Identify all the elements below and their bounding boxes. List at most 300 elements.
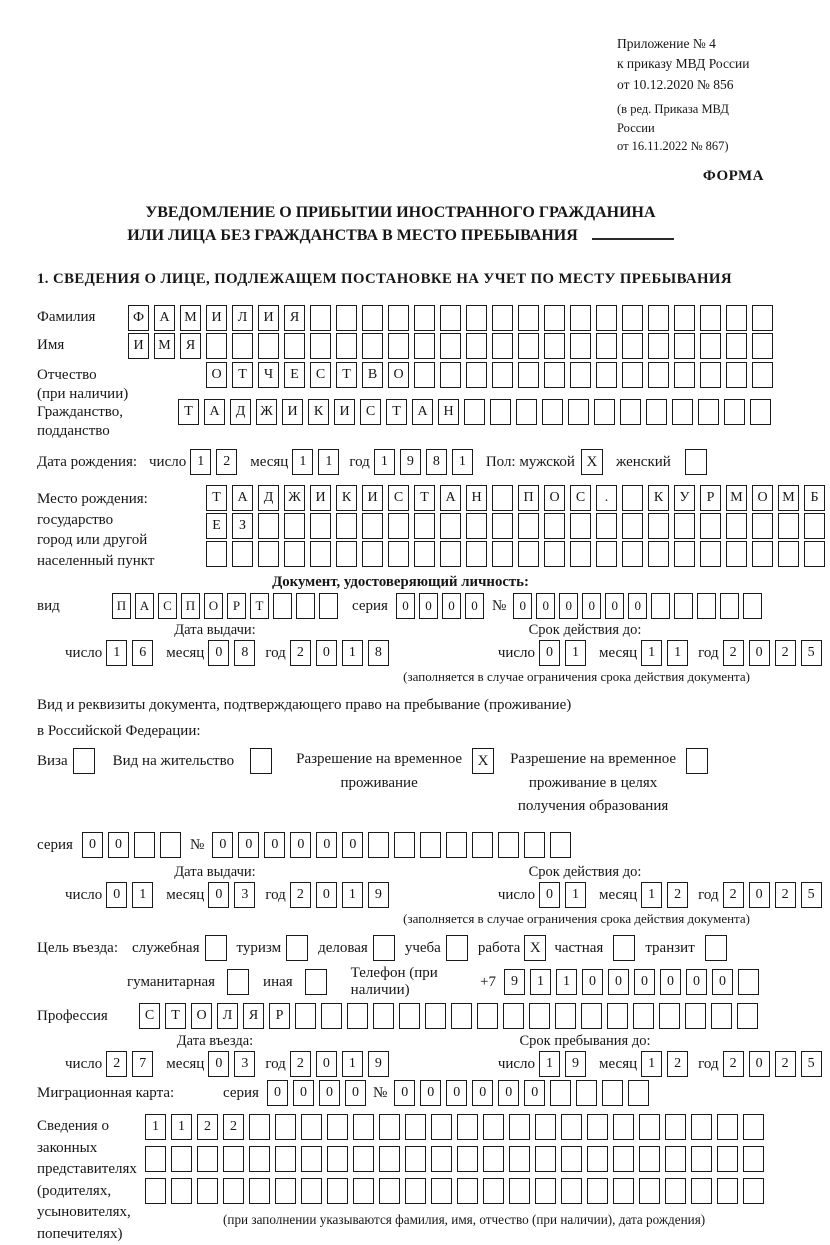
- char-cell[interactable]: [743, 1178, 764, 1204]
- char-cell[interactable]: И: [310, 485, 331, 511]
- char-cell[interactable]: 9: [400, 449, 421, 475]
- char-cell[interactable]: У: [674, 485, 695, 511]
- char-cell[interactable]: [778, 513, 799, 539]
- char-cell[interactable]: [362, 513, 383, 539]
- char-cell[interactable]: [464, 399, 485, 425]
- char-cell[interactable]: [258, 513, 279, 539]
- char-cell[interactable]: [544, 362, 565, 388]
- char-cell[interactable]: [310, 305, 331, 331]
- char-cell[interactable]: М: [180, 305, 201, 331]
- char-cell[interactable]: 2: [223, 1114, 244, 1140]
- char-cell[interactable]: [394, 832, 415, 858]
- char-cell[interactable]: И: [206, 305, 227, 331]
- char-cell[interactable]: [665, 1114, 686, 1140]
- char-cell[interactable]: [613, 1114, 634, 1140]
- char-cell[interactable]: И: [128, 333, 149, 359]
- char-cell[interactable]: [550, 1080, 571, 1106]
- purpose-tourism-checkbox[interactable]: [286, 935, 308, 961]
- char-cell[interactable]: [726, 362, 747, 388]
- char-cell[interactable]: Д: [258, 485, 279, 511]
- char-cell[interactable]: [503, 1003, 524, 1029]
- char-cell[interactable]: [223, 1146, 244, 1172]
- sex-female-checkbox[interactable]: [685, 449, 707, 475]
- char-cell[interactable]: [724, 399, 745, 425]
- char-cell[interactable]: 1: [641, 640, 662, 666]
- char-cell[interactable]: [492, 513, 513, 539]
- char-cell[interactable]: [405, 1114, 426, 1140]
- char-cell[interactable]: 3: [234, 882, 255, 908]
- char-cell[interactable]: 5: [801, 1051, 822, 1077]
- char-cell[interactable]: [425, 1003, 446, 1029]
- char-cell[interactable]: 0: [660, 969, 681, 995]
- char-cell[interactable]: [639, 1178, 660, 1204]
- char-cell[interactable]: Т: [178, 399, 199, 425]
- char-cell[interactable]: [431, 1178, 452, 1204]
- char-cell[interactable]: Д: [230, 399, 251, 425]
- char-cell[interactable]: 0: [293, 1080, 314, 1106]
- char-cell[interactable]: [726, 305, 747, 331]
- char-cell[interactable]: [778, 541, 799, 567]
- char-cell[interactable]: [492, 333, 513, 359]
- char-cell[interactable]: 1: [292, 449, 313, 475]
- char-cell[interactable]: [535, 1146, 556, 1172]
- char-cell[interactable]: 0: [539, 882, 560, 908]
- char-cell[interactable]: [518, 541, 539, 567]
- char-cell[interactable]: 7: [132, 1051, 153, 1077]
- char-cell[interactable]: 0: [290, 832, 311, 858]
- char-cell[interactable]: [145, 1178, 166, 1204]
- char-cell[interactable]: 2: [106, 1051, 127, 1077]
- char-cell[interactable]: Т: [336, 362, 357, 388]
- char-cell[interactable]: [258, 541, 279, 567]
- char-cell[interactable]: [561, 1146, 582, 1172]
- char-cell[interactable]: 2: [775, 882, 796, 908]
- char-cell[interactable]: 0: [582, 593, 601, 619]
- char-cell[interactable]: О: [191, 1003, 212, 1029]
- char-cell[interactable]: [711, 1003, 732, 1029]
- char-cell[interactable]: З: [232, 513, 253, 539]
- char-cell[interactable]: [457, 1114, 478, 1140]
- char-cell[interactable]: [232, 541, 253, 567]
- char-cell[interactable]: [232, 333, 253, 359]
- char-cell[interactable]: [544, 541, 565, 567]
- char-cell[interactable]: С: [139, 1003, 160, 1029]
- char-cell[interactable]: [752, 333, 773, 359]
- char-cell[interactable]: [284, 333, 305, 359]
- char-cell[interactable]: [206, 541, 227, 567]
- char-cell[interactable]: Р: [227, 593, 246, 619]
- char-cell[interactable]: 2: [216, 449, 237, 475]
- char-cell[interactable]: [440, 362, 461, 388]
- char-cell[interactable]: [379, 1114, 400, 1140]
- char-cell[interactable]: Т: [165, 1003, 186, 1029]
- char-cell[interactable]: [414, 333, 435, 359]
- char-cell[interactable]: [738, 969, 759, 995]
- char-cell[interactable]: 6: [132, 640, 153, 666]
- char-cell[interactable]: 8: [234, 640, 255, 666]
- char-cell[interactable]: Я: [284, 305, 305, 331]
- char-cell[interactable]: 0: [208, 1051, 229, 1077]
- char-cell[interactable]: [379, 1146, 400, 1172]
- char-cell[interactable]: [498, 832, 519, 858]
- char-cell[interactable]: [457, 1178, 478, 1204]
- char-cell[interactable]: 9: [368, 882, 389, 908]
- char-cell[interactable]: [717, 1146, 738, 1172]
- char-cell[interactable]: Б: [804, 485, 825, 511]
- char-cell[interactable]: [674, 362, 695, 388]
- char-cell[interactable]: 0: [316, 640, 337, 666]
- char-cell[interactable]: 8: [368, 640, 389, 666]
- char-cell[interactable]: [171, 1178, 192, 1204]
- char-cell[interactable]: [529, 1003, 550, 1029]
- char-cell[interactable]: 0: [316, 1051, 337, 1077]
- char-cell[interactable]: 0: [345, 1080, 366, 1106]
- char-cell[interactable]: [490, 399, 511, 425]
- char-cell[interactable]: 9: [368, 1051, 389, 1077]
- char-cell[interactable]: [544, 333, 565, 359]
- char-cell[interactable]: В: [362, 362, 383, 388]
- char-cell[interactable]: И: [362, 485, 383, 511]
- char-cell[interactable]: А: [440, 485, 461, 511]
- char-cell[interactable]: [388, 541, 409, 567]
- char-cell[interactable]: [399, 1003, 420, 1029]
- char-cell[interactable]: 8: [426, 449, 447, 475]
- char-cell[interactable]: 2: [290, 1051, 311, 1077]
- char-cell[interactable]: [414, 513, 435, 539]
- char-cell[interactable]: [596, 305, 617, 331]
- char-cell[interactable]: [674, 333, 695, 359]
- char-cell[interactable]: 0: [686, 969, 707, 995]
- char-cell[interactable]: [555, 1003, 576, 1029]
- char-cell[interactable]: [492, 485, 513, 511]
- char-cell[interactable]: 9: [504, 969, 525, 995]
- char-cell[interactable]: [466, 333, 487, 359]
- char-cell[interactable]: 0: [316, 882, 337, 908]
- purpose-private-checkbox[interactable]: [613, 935, 635, 961]
- purpose-humanitarian-checkbox[interactable]: [227, 969, 249, 995]
- char-cell[interactable]: [388, 333, 409, 359]
- char-cell[interactable]: [628, 1080, 649, 1106]
- char-cell[interactable]: [518, 333, 539, 359]
- char-cell[interactable]: 0: [212, 832, 233, 858]
- char-cell[interactable]: [509, 1178, 530, 1204]
- char-cell[interactable]: 0: [634, 969, 655, 995]
- char-cell[interactable]: 3: [234, 1051, 255, 1077]
- char-cell[interactable]: [472, 832, 493, 858]
- char-cell[interactable]: [750, 399, 771, 425]
- char-cell[interactable]: [405, 1178, 426, 1204]
- char-cell[interactable]: Ж: [284, 485, 305, 511]
- char-cell[interactable]: [752, 305, 773, 331]
- char-cell[interactable]: [327, 1178, 348, 1204]
- char-cell[interactable]: [405, 1146, 426, 1172]
- char-cell[interactable]: О: [388, 362, 409, 388]
- char-cell[interactable]: [607, 1003, 628, 1029]
- char-cell[interactable]: 1: [342, 640, 363, 666]
- char-cell[interactable]: С: [310, 362, 331, 388]
- char-cell[interactable]: [516, 399, 537, 425]
- char-cell[interactable]: [275, 1114, 296, 1140]
- char-cell[interactable]: [674, 513, 695, 539]
- purpose-business-checkbox[interactable]: [205, 935, 227, 961]
- char-cell[interactable]: Я: [180, 333, 201, 359]
- char-cell[interactable]: 0: [319, 1080, 340, 1106]
- char-cell[interactable]: [492, 362, 513, 388]
- char-cell[interactable]: [373, 1003, 394, 1029]
- char-cell[interactable]: 2: [723, 1051, 744, 1077]
- char-cell[interactable]: [446, 832, 467, 858]
- char-cell[interactable]: [249, 1114, 270, 1140]
- char-cell[interactable]: Ч: [258, 362, 279, 388]
- char-cell[interactable]: [648, 513, 669, 539]
- char-cell[interactable]: А: [412, 399, 433, 425]
- char-cell[interactable]: 0: [605, 593, 624, 619]
- char-cell[interactable]: [388, 513, 409, 539]
- char-cell[interactable]: П: [181, 593, 200, 619]
- char-cell[interactable]: [550, 832, 571, 858]
- char-cell[interactable]: [206, 333, 227, 359]
- purpose-commercial-checkbox[interactable]: [373, 935, 395, 961]
- char-cell[interactable]: [347, 1003, 368, 1029]
- char-cell[interactable]: [700, 362, 721, 388]
- char-cell[interactable]: 0: [608, 969, 629, 995]
- char-cell[interactable]: П: [112, 593, 131, 619]
- char-cell[interactable]: 1: [641, 882, 662, 908]
- edu-permit-checkbox[interactable]: [686, 748, 708, 774]
- char-cell[interactable]: К: [308, 399, 329, 425]
- char-cell[interactable]: М: [726, 485, 747, 511]
- char-cell[interactable]: Н: [438, 399, 459, 425]
- char-cell[interactable]: [674, 305, 695, 331]
- char-cell[interactable]: А: [154, 305, 175, 331]
- char-cell[interactable]: 1: [565, 882, 586, 908]
- char-cell[interactable]: [509, 1146, 530, 1172]
- char-cell[interactable]: [440, 513, 461, 539]
- purpose-study-checkbox[interactable]: [446, 935, 468, 961]
- char-cell[interactable]: [362, 333, 383, 359]
- char-cell[interactable]: [258, 333, 279, 359]
- char-cell[interactable]: Р: [269, 1003, 290, 1029]
- char-cell[interactable]: [249, 1178, 270, 1204]
- char-cell[interactable]: [561, 1114, 582, 1140]
- char-cell[interactable]: [524, 832, 545, 858]
- char-cell[interactable]: 1: [556, 969, 577, 995]
- char-cell[interactable]: 1: [190, 449, 211, 475]
- char-cell[interactable]: И: [258, 305, 279, 331]
- char-cell[interactable]: 1: [530, 969, 551, 995]
- char-cell[interactable]: [544, 513, 565, 539]
- char-cell[interactable]: [440, 305, 461, 331]
- char-cell[interactable]: 0: [442, 593, 461, 619]
- char-cell[interactable]: [483, 1114, 504, 1140]
- char-cell[interactable]: С: [570, 485, 591, 511]
- char-cell[interactable]: [483, 1178, 504, 1204]
- char-cell[interactable]: [737, 1003, 758, 1029]
- char-cell[interactable]: [518, 362, 539, 388]
- char-cell[interactable]: [362, 305, 383, 331]
- char-cell[interactable]: [596, 541, 617, 567]
- char-cell[interactable]: А: [204, 399, 225, 425]
- char-cell[interactable]: [535, 1114, 556, 1140]
- char-cell[interactable]: [743, 593, 762, 619]
- char-cell[interactable]: 2: [775, 1051, 796, 1077]
- char-cell[interactable]: [296, 593, 315, 619]
- char-cell[interactable]: П: [518, 485, 539, 511]
- char-cell[interactable]: [466, 541, 487, 567]
- char-cell[interactable]: 0: [264, 832, 285, 858]
- char-cell[interactable]: [284, 541, 305, 567]
- char-cell[interactable]: 0: [419, 593, 438, 619]
- char-cell[interactable]: Н: [466, 485, 487, 511]
- char-cell[interactable]: 0: [582, 969, 603, 995]
- char-cell[interactable]: К: [648, 485, 669, 511]
- char-cell[interactable]: Р: [700, 485, 721, 511]
- char-cell[interactable]: [672, 399, 693, 425]
- char-cell[interactable]: 0: [420, 1080, 441, 1106]
- char-cell[interactable]: 2: [667, 1051, 688, 1077]
- char-cell[interactable]: 1: [539, 1051, 560, 1077]
- char-cell[interactable]: [685, 1003, 706, 1029]
- char-cell[interactable]: [353, 1114, 374, 1140]
- char-cell[interactable]: [596, 333, 617, 359]
- char-cell[interactable]: 0: [208, 640, 229, 666]
- char-cell[interactable]: [648, 541, 669, 567]
- char-cell[interactable]: Ф: [128, 305, 149, 331]
- char-cell[interactable]: 0: [539, 640, 560, 666]
- char-cell[interactable]: [596, 362, 617, 388]
- char-cell[interactable]: М: [154, 333, 175, 359]
- char-cell[interactable]: [691, 1178, 712, 1204]
- char-cell[interactable]: [275, 1146, 296, 1172]
- char-cell[interactable]: 1: [318, 449, 339, 475]
- char-cell[interactable]: [717, 1114, 738, 1140]
- char-cell[interactable]: 5: [801, 882, 822, 908]
- char-cell[interactable]: [249, 1146, 270, 1172]
- char-cell[interactable]: [700, 333, 721, 359]
- char-cell[interactable]: [622, 513, 643, 539]
- char-cell[interactable]: [414, 541, 435, 567]
- char-cell[interactable]: [648, 333, 669, 359]
- char-cell[interactable]: [301, 1146, 322, 1172]
- char-cell[interactable]: [197, 1178, 218, 1204]
- char-cell[interactable]: 0: [749, 640, 770, 666]
- char-cell[interactable]: 0: [628, 593, 647, 619]
- char-cell[interactable]: [509, 1114, 530, 1140]
- char-cell[interactable]: 2: [775, 640, 796, 666]
- char-cell[interactable]: Т: [206, 485, 227, 511]
- char-cell[interactable]: И: [282, 399, 303, 425]
- char-cell[interactable]: [620, 399, 641, 425]
- char-cell[interactable]: 1: [565, 640, 586, 666]
- char-cell[interactable]: [336, 513, 357, 539]
- char-cell[interactable]: 1: [374, 449, 395, 475]
- char-cell[interactable]: 1: [342, 882, 363, 908]
- char-cell[interactable]: [743, 1146, 764, 1172]
- char-cell[interactable]: [368, 832, 389, 858]
- char-cell[interactable]: [594, 399, 615, 425]
- char-cell[interactable]: [726, 333, 747, 359]
- char-cell[interactable]: [752, 513, 773, 539]
- char-cell[interactable]: [301, 1178, 322, 1204]
- char-cell[interactable]: [581, 1003, 602, 1029]
- char-cell[interactable]: 2: [290, 640, 311, 666]
- char-cell[interactable]: [700, 541, 721, 567]
- char-cell[interactable]: 2: [290, 882, 311, 908]
- char-cell[interactable]: Т: [386, 399, 407, 425]
- char-cell[interactable]: [197, 1146, 218, 1172]
- char-cell[interactable]: [570, 541, 591, 567]
- char-cell[interactable]: [587, 1178, 608, 1204]
- char-cell[interactable]: 2: [723, 640, 744, 666]
- char-cell[interactable]: О: [752, 485, 773, 511]
- char-cell[interactable]: [145, 1146, 166, 1172]
- char-cell[interactable]: Я: [243, 1003, 264, 1029]
- char-cell[interactable]: [160, 832, 181, 858]
- char-cell[interactable]: [570, 513, 591, 539]
- char-cell[interactable]: 0: [342, 832, 363, 858]
- residence-permit-checkbox[interactable]: [250, 748, 272, 774]
- char-cell[interactable]: [648, 305, 669, 331]
- char-cell[interactable]: [431, 1146, 452, 1172]
- char-cell[interactable]: 0: [106, 882, 127, 908]
- char-cell[interactable]: К: [336, 485, 357, 511]
- char-cell[interactable]: [570, 362, 591, 388]
- char-cell[interactable]: [310, 541, 331, 567]
- char-cell[interactable]: [596, 513, 617, 539]
- char-cell[interactable]: [518, 305, 539, 331]
- char-cell[interactable]: [414, 305, 435, 331]
- char-cell[interactable]: А: [135, 593, 154, 619]
- char-cell[interactable]: 2: [667, 882, 688, 908]
- char-cell[interactable]: [613, 1146, 634, 1172]
- char-cell[interactable]: 0: [238, 832, 259, 858]
- char-cell[interactable]: 1: [171, 1114, 192, 1140]
- char-cell[interactable]: 1: [132, 882, 153, 908]
- char-cell[interactable]: [431, 1114, 452, 1140]
- char-cell[interactable]: [804, 513, 825, 539]
- char-cell[interactable]: 0: [472, 1080, 493, 1106]
- sex-male-checkbox[interactable]: X: [581, 449, 603, 475]
- char-cell[interactable]: [492, 305, 513, 331]
- char-cell[interactable]: Л: [232, 305, 253, 331]
- char-cell[interactable]: [691, 1146, 712, 1172]
- visa-checkbox[interactable]: [73, 748, 95, 774]
- char-cell[interactable]: 1: [106, 640, 127, 666]
- char-cell[interactable]: [379, 1178, 400, 1204]
- char-cell[interactable]: 0: [316, 832, 337, 858]
- char-cell[interactable]: 0: [82, 832, 103, 858]
- char-cell[interactable]: [570, 333, 591, 359]
- char-cell[interactable]: [651, 593, 670, 619]
- char-cell[interactable]: 0: [498, 1080, 519, 1106]
- char-cell[interactable]: [743, 1114, 764, 1140]
- char-cell[interactable]: [587, 1146, 608, 1172]
- char-cell[interactable]: О: [206, 362, 227, 388]
- char-cell[interactable]: [648, 362, 669, 388]
- char-cell[interactable]: [698, 399, 719, 425]
- char-cell[interactable]: 0: [108, 832, 129, 858]
- char-cell[interactable]: 0: [396, 593, 415, 619]
- char-cell[interactable]: [295, 1003, 316, 1029]
- purpose-other-checkbox[interactable]: [305, 969, 327, 995]
- char-cell[interactable]: [171, 1146, 192, 1172]
- char-cell[interactable]: 0: [749, 1051, 770, 1077]
- char-cell[interactable]: [321, 1003, 342, 1029]
- char-cell[interactable]: 1: [667, 640, 688, 666]
- char-cell[interactable]: Ж: [256, 399, 277, 425]
- char-cell[interactable]: [535, 1178, 556, 1204]
- char-cell[interactable]: 2: [723, 882, 744, 908]
